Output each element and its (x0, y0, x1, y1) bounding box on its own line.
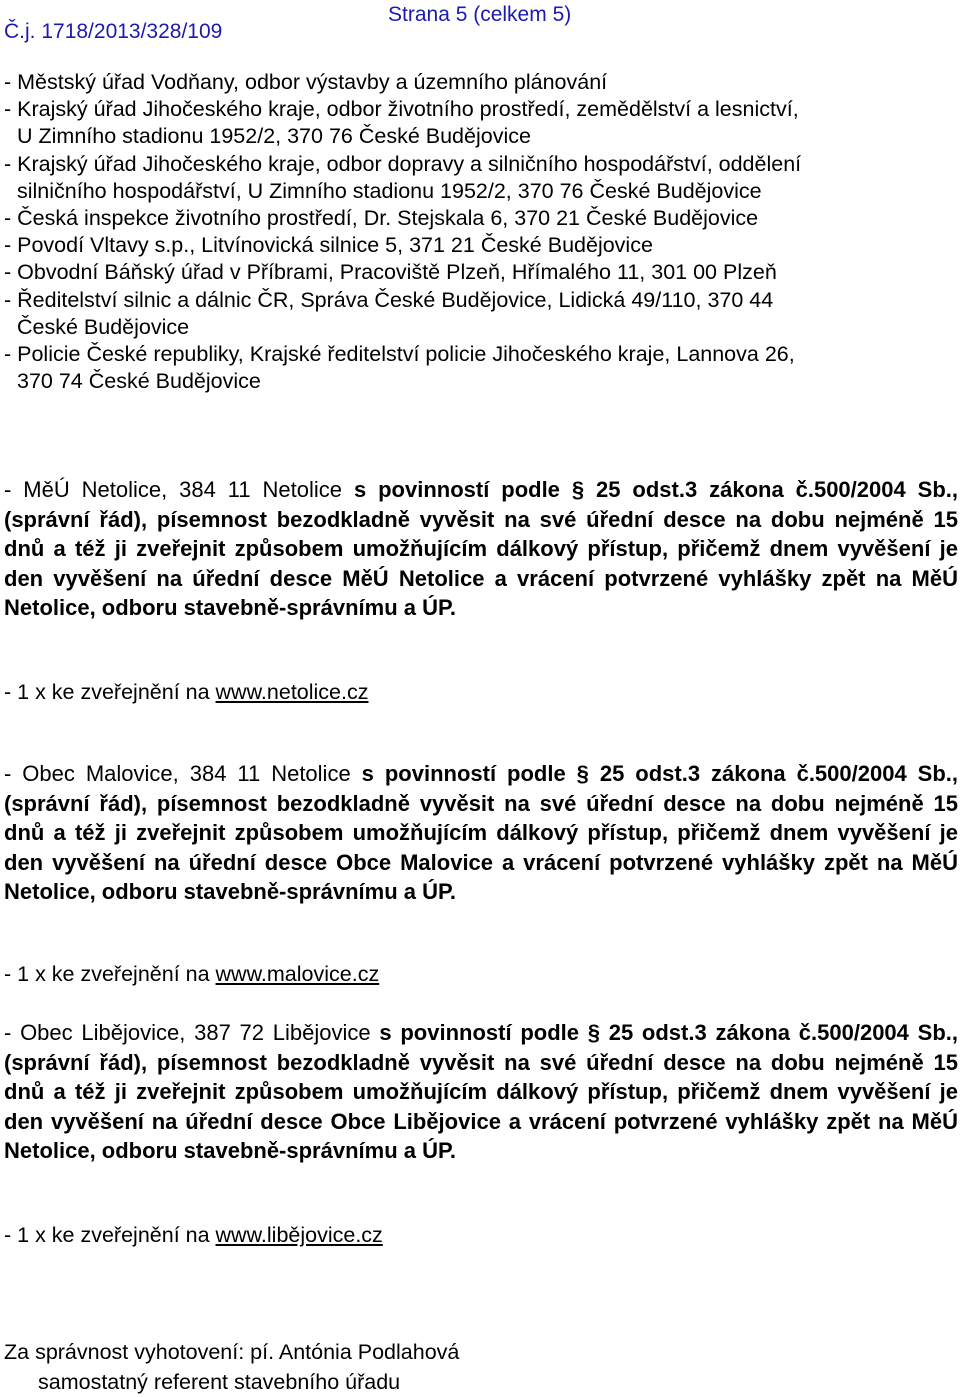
recipient-item (4, 259, 954, 286)
signature-block (4, 1337, 459, 1397)
publish-link[interactable]: www.netolice.cz (215, 680, 369, 704)
recipient-item (4, 205, 954, 232)
recipient-line: - Obvodní Báňský úřad v Příbrami, Pracoviště Plzeň, Hřímalého 11, 301 00 Plzeň (4, 260, 777, 285)
recipient-line: - Krajský úřad Jihočeského kraje, odbor životního prostředí, zemědělství a lesnictví, (4, 97, 799, 122)
recipient-item (4, 341, 954, 395)
recipient-line: - Policie České republiky, Krajské ředitelství policie Jihočeského kraje, Lannova 26, (4, 342, 795, 367)
recipient-item (4, 232, 954, 259)
recipient-line: - Městský úřad Vodňany, odbor výstavby a územního plánování (4, 70, 608, 94)
notice-recipient: - Obec Malovice, 384 11 Netolice (4, 761, 351, 786)
signature-line: Za správnost vyhotovení: pí. Antónia Podlahová (4, 1340, 460, 1364)
notice-paragraph (4, 475, 958, 623)
recipient-list (4, 69, 954, 395)
recipient-line: silničního hospodářství, U Zimního stadionu 1952/2, 370 76 České Budějovice (17, 178, 762, 203)
publish-link[interactable]: www.malovice.cz (215, 962, 380, 986)
publish-prefix: - 1 x ke zveřejnění na (4, 680, 216, 704)
publish-prefix: - 1 x ke zveřejnění na (4, 962, 216, 986)
publish-line (4, 680, 368, 705)
publish-line (4, 1223, 383, 1248)
notice-obligation: s povinností podle § 25 odst.3 zákona č.500/2004 Sb.,(správní řád), písemnost bezodkladně vyvěsit na své úřední desce na dobu nejméně 15 dnů a též ji zveřejnit způsobem umožňujícím dálkový přístup, přičemž dnem vyvěšení je den vyvěšení na úřední desce Obce Malovice a vrácení potvrzené vyhlášky zpět na MěÚ Netolice, odboru stavebně-správnímu a ÚP. (4, 761, 958, 905)
page-number: Strana 5 (celkem 5) (388, 3, 572, 26)
publish-link[interactable]: www.libějovice.cz (215, 1223, 383, 1247)
recipient-item (4, 287, 954, 341)
notice-recipient: - Obec Libějovice, 387 72 Libějovice (4, 1020, 371, 1045)
notice-obligation: s povinností podle § 25 odst.3 zákona č.500/2004 Sb.,(správní řád), písemnost bezodkladně vyvěsit na své úřední desce na dobu nejméně 15 dnů a též ji zveřejnit způsobem umožňujícím dálkový přístup, přičemž dnem vyvěšení je den vyvěšení na úřední desce MěÚ Netolice a vrácení potvrzené vyhlášky zpět na MěÚ Netolice, odboru stavebně-správnímu a ÚP. (4, 477, 958, 621)
recipient-line: U Zimního stadionu 1952/2, 370 76 České Budějovice (17, 124, 531, 149)
reference-number: Č.j. 1718/2013/328/109 (4, 20, 223, 43)
recipient-item (4, 69, 954, 96)
recipient-line: - Povodí Vltavy s.p., Litvínovická silnice 5, 371 21 České Budějovice (4, 233, 653, 258)
recipient-line: - Ředitelství silnic a dálnic ČR, Správa České Budějovice, Lidická 49/110, 370 44 (4, 287, 774, 312)
recipient-line: - Krajský úřad Jihočeského kraje, odbor dopravy a silničního hospodářství, oddělení (4, 151, 802, 176)
page-header (0, 0, 960, 50)
recipient-line: České Budějovice (17, 314, 190, 339)
recipient-item (4, 96, 954, 150)
recipient-line: 370 74 České Budějovice (17, 369, 261, 394)
recipient-line: - Česká inspekce životního prostředí, Dr. Stejskala 6, 370 21 České Budějovice (4, 206, 759, 231)
publish-line (4, 962, 379, 987)
notice-recipient: - MěÚ Netolice, 384 11 Netolice (4, 477, 343, 502)
notice-paragraph (4, 759, 958, 907)
notice-obligation: s povinností podle § 25 odst.3 zákona č.500/2004 Sb.,(správní řád), písemnost bezodkladně vyvěsit na své úřední desce na dobu nejméně 15 dnů a též ji zveřejnit způsobem umožňujícím dálkový přístup, přičemž dnem vyvěšení je den vyvěšení na úřední desce Obce Libějovice a vrácení potvrzené vyhlášky zpět na MěÚ Netolice, odboru stavebně-správnímu a ÚP. (4, 1020, 958, 1164)
notice-paragraph (4, 1018, 958, 1166)
signature-role: samostatný referent stavebního úřadu (38, 1370, 401, 1394)
recipient-item (4, 151, 954, 205)
publish-prefix: - 1 x ke zveřejnění na (4, 1223, 216, 1247)
